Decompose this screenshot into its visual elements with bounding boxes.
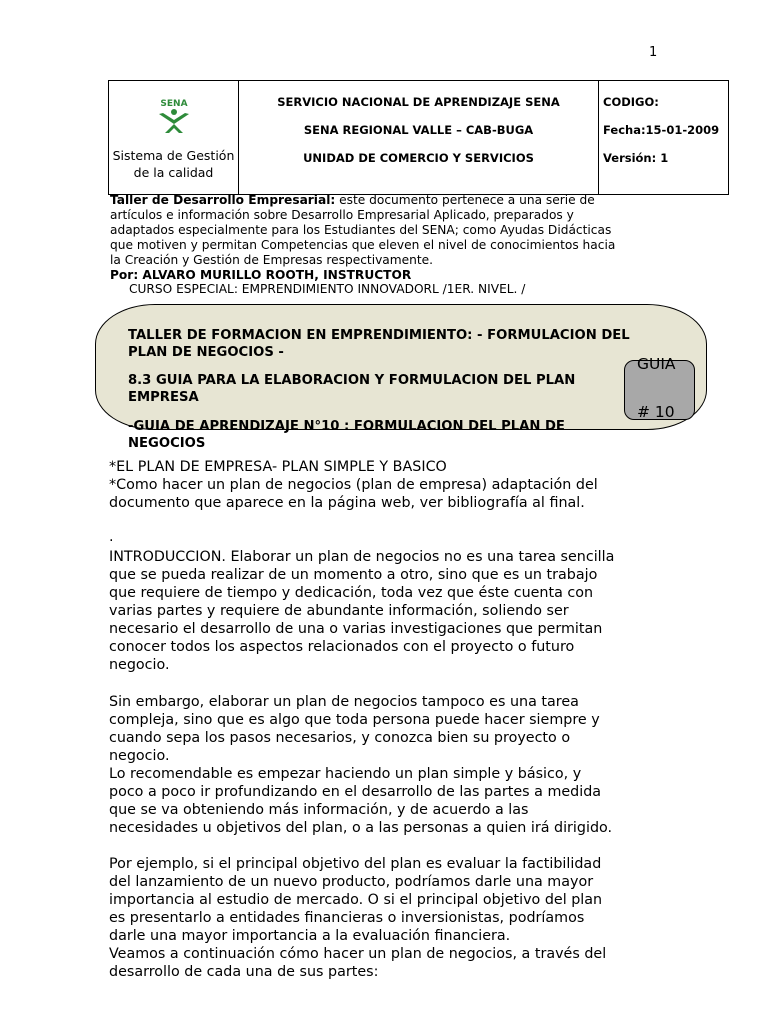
- banner-title-line: EMPRESA: [128, 390, 199, 405]
- body-paragraph: INTRODUCCION. Elaborar un plan de negocios no es una tarea sencilla que se pueda realizar de un momento a otro, sino que es un trabajo que requiere de tiempo y dedicación, toda vez que éste cuenta con varias partes y requiere de abundante información, soliendo ser necesario el desarrollo de una o varias investigaciones que permitan conocer todos los aspectos relacionados con el proyecto o futuro negocio.: [109, 549, 615, 673]
- banner-title-line: 8.3 GUIA PARA LA ELABORACION Y FORMULACION DEL PLAN: [128, 373, 576, 388]
- sena-logo-icon: [151, 97, 197, 135]
- version-label: Versión: 1: [603, 151, 669, 165]
- document-header-table: [108, 80, 729, 195]
- subtitle-line: *EL PLAN DE EMPRESA- PLAN SIMPLE Y BASICO: [109, 459, 447, 475]
- subtitle-line: *Como hacer un plan de negocios (plan de empresa) adaptación del documento que aparece en la página web, ver bibliografía al final.: [109, 477, 598, 511]
- intro-title: Taller de Desarrollo Empresarial:: [110, 193, 336, 207]
- course-line: CURSO ESPECIAL: EMPRENDIMIENTO INNOVADORL /1ER. NIVEL. /: [129, 282, 526, 296]
- banner-title-line: NEGOCIOS: [128, 436, 206, 451]
- quality-system-label: Sistema de Gestión de la calidad: [112, 148, 235, 180]
- date-label: Fecha:15-01-2009: [603, 123, 720, 137]
- org-unit: UNIDAD DE COMERCIO Y SERVICIOS: [303, 151, 534, 165]
- logo-cell: [109, 81, 239, 194]
- org-region: SENA REGIONAL VALLE – CAB-BUGA: [303, 123, 534, 137]
- author-line: Por: ALVARO MURILLO ROOTH, INSTRUCTOR: [110, 268, 412, 282]
- guia-label: GUIA: [637, 355, 676, 373]
- separator-dot: .: [109, 529, 114, 545]
- svg-text:SENA: SENA: [160, 99, 188, 109]
- intro-paragraph: Taller de Desarrollo Empresarial: este documento pertenece a una serie de artículos e información sobre Desarrollo Empresarial Aplicado, preparados y adaptados especialmente para los Estudiantes del SENA; como Ayudas Didácticas que motiven y permitan Competencias que eleven el nivel de conocimientos hacia la Creación y Gestión de Empresas respectivamente.: [110, 193, 616, 267]
- banner-title-line: TALLER DE FORMACION EN EMPRENDIMIENTO: - FORMULACION DEL: [128, 328, 630, 343]
- guia-number: # 10: [637, 403, 675, 421]
- org-name: SERVICIO NACIONAL DE APRENDIZAJE SENA: [277, 95, 560, 109]
- code-label: CODIGO:: [603, 95, 659, 109]
- page-number: 1: [649, 45, 658, 60]
- banner-title-line: PLAN DE NEGOCIOS -: [128, 345, 284, 360]
- organization-cell: [239, 81, 599, 194]
- document-code-cell: [599, 81, 728, 194]
- body-paragraph: Veamos a continuación cómo hacer un plan de negocios, a través del desarrollo de cada una de sus partes:: [109, 946, 607, 980]
- body-paragraph: Sin embargo, elaborar un plan de negocios tampoco es una tarea compleja, sino que es algo que toda persona puede hacer siempre y cuando sepa los pasos necesarios, y conozca bien su proyecto o negocio.: [109, 694, 600, 764]
- banner-title-line: -GUIA DE APRENDIZAJE N°10 : FORMULACION DEL PLAN DE: [128, 419, 565, 434]
- body-paragraph: Por ejemplo, si el principal objetivo del plan es evaluar la factibilidad del lanzamiento de un nuevo producto, podríamos darle una mayor importancia al estudio de mercado. O si el principal objetivo del plan es presentarlo a entidades financieras o inversionistas, podríamos darle una mayor importancia a la evaluación financiera.: [109, 856, 603, 944]
- body-paragraph: Lo recomendable es empezar haciendo un plan simple y básico, y poco a poco ir profundizando en el desarrollo de las partes a medida que se va obteniendo más información, y de acuerdo a las necesidades u objetivos del plan, o a las personas a quien irá dirigido.: [109, 766, 613, 836]
- title-banner: [95, 304, 707, 430]
